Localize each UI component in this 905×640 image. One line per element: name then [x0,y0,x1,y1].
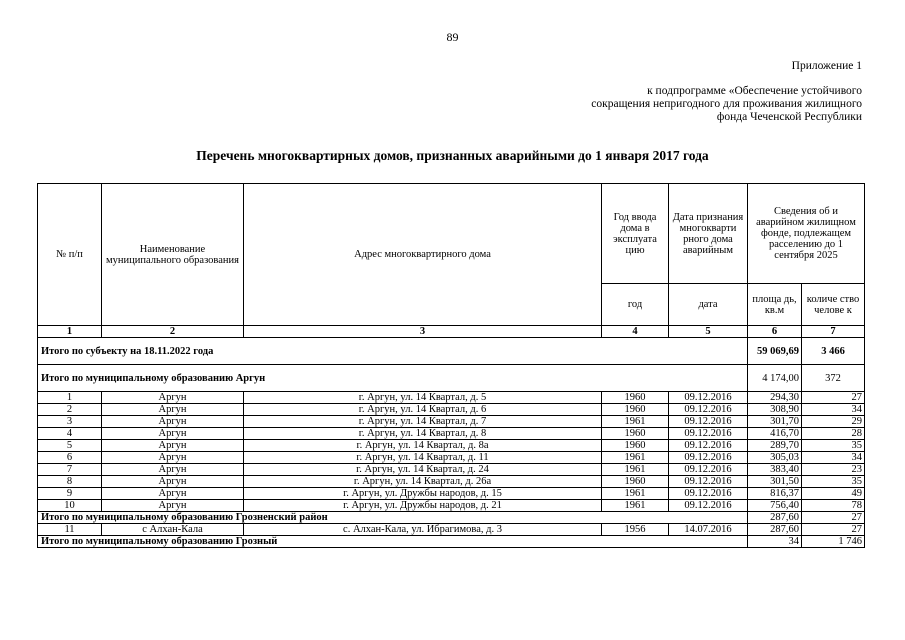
row-number: 8 [38,476,102,488]
row-address: г. Аргун, ул. 14 Квартал, д. 7 [244,416,602,428]
row-address: г. Аргун, ул. Дружбы народов, д. 21 [244,500,602,512]
header-date-recognition: Дата признания многокварти рного дома аварийным [669,184,748,284]
row-year: 1961 [602,416,669,428]
row-number: 4 [38,428,102,440]
row-municipality: Аргун [102,440,244,452]
row-municipality: с Алхан-Кала [102,524,244,536]
column-number: 1 [38,326,102,338]
total-subject-label: Итого по субъекту на 18.11.2022 года [38,338,748,365]
row-area: 301,50 [748,476,802,488]
header-row [38,184,865,284]
header-info: Сведения об и аварийном жилищном фонде, подлежащем расселению до 1 сентября 2025 [748,184,865,284]
row-date: 09.12.2016 [669,416,748,428]
row-date: 09.12.2016 [669,392,748,404]
row-people: 34 [802,404,865,416]
table-row [38,404,865,416]
row-number: 3 [38,416,102,428]
column-numbers-row [38,326,865,338]
row-address: г. Аргун, ул. 14 Квартал, д. 5 [244,392,602,404]
header-address: Адрес многоквартирного дома [244,184,602,326]
column-number: 3 [244,326,602,338]
row-municipality: Аргун [102,452,244,464]
row-date: 09.12.2016 [669,500,748,512]
row-area: 756,40 [748,500,802,512]
row-year: 1960 [602,440,669,452]
row-people: 34 [802,452,865,464]
row-area: 305,03 [748,452,802,464]
group-grozny-label: Итого по муниципальному образованию Грозный [38,536,748,548]
row-number: 6 [38,452,102,464]
row-area: 287,60 [748,524,802,536]
annex-block [591,60,862,124]
header-people-unit: количе ство челове к [802,284,865,326]
row-year: 1961 [602,500,669,512]
annex-title: Приложение 1 [791,60,862,72]
row-people: 49 [802,488,865,500]
table-row [38,464,865,476]
total-subject-area: 59 069,69 [748,338,802,365]
table-row [38,452,865,464]
group-grozny-people: 1 746 [802,536,865,548]
row-year: 1956 [602,524,669,536]
row-municipality: Аргун [102,392,244,404]
group-grozny-district-label: Итого по муниципальному образованию Грозненский район [38,512,748,524]
row-date: 09.12.2016 [669,440,748,452]
row-address: г. Аргун, ул. 14 Квартал, д. 11 [244,452,602,464]
row-people: 27 [802,392,865,404]
table-row [38,524,865,536]
row-people: 78 [802,500,865,512]
row-municipality: Аргун [102,404,244,416]
table-row [38,416,865,428]
row-area: 416,70 [748,428,802,440]
row-date: 09.12.2016 [669,404,748,416]
column-number: 6 [748,326,802,338]
table-row [38,476,865,488]
housing-table [37,183,865,548]
row-area: 308,90 [748,404,802,416]
group-argun-people: 372 [802,365,865,392]
group-argun-row [38,365,865,392]
row-people: 35 [802,476,865,488]
row-address: г. Аргун, ул. 14 Квартал, д. 8 [244,428,602,440]
total-subject-row [38,338,865,365]
annex-line: сокращения непригодного для проживания жилищного [591,98,862,110]
row-year: 1960 [602,404,669,416]
group-grozny-district-area: 287,60 [748,512,802,524]
row-people: 29 [802,416,865,428]
row-municipality: Аргун [102,476,244,488]
table-row [38,440,865,452]
header-area-unit: площа дь, кв.м [748,284,802,326]
row-date: 09.12.2016 [669,464,748,476]
row-number: 2 [38,404,102,416]
group-grozny-district-people: 27 [802,512,865,524]
group-argun-area: 4 174,00 [748,365,802,392]
row-number: 1 [38,392,102,404]
column-number: 4 [602,326,669,338]
header-num: № п/п [38,184,102,326]
row-address: г. Аргун, ул. 14 Квартал, д. 8а [244,440,602,452]
row-number: 5 [38,440,102,452]
group-argun-label: Итого по муниципальному образованию Аргун [38,365,748,392]
row-people: 28 [802,428,865,440]
row-area: 289,70 [748,440,802,452]
table-row [38,488,865,500]
row-number: 7 [38,464,102,476]
group-grozny-row [38,536,865,548]
row-people: 27 [802,524,865,536]
column-number: 2 [102,326,244,338]
row-municipality: Аргун [102,464,244,476]
row-people: 23 [802,464,865,476]
header-year: Год ввода дома в эксплуата цию [602,184,669,284]
row-address: г. Аргун, ул. 14 Квартал, д. 24 [244,464,602,476]
row-address: г. Аргун, ул. Дружбы народов, д. 15 [244,488,602,500]
row-number: 11 [38,524,102,536]
row-date: 09.12.2016 [669,428,748,440]
row-year: 1960 [602,428,669,440]
row-area: 301,70 [748,416,802,428]
row-year: 1961 [602,488,669,500]
row-address: г. Аргун, ул. 14 Квартал, д. 6 [244,404,602,416]
column-number: 5 [669,326,748,338]
row-address: г. Аргун, ул. 14 Квартал, д. 26а [244,476,602,488]
table-row [38,428,865,440]
row-area: 816,37 [748,488,802,500]
row-people: 35 [802,440,865,452]
header-municipality: Наименование муниципального образования [102,184,244,326]
header-date-unit: дата [669,284,748,326]
row-municipality: Аргун [102,488,244,500]
group-grozny-area: 34 [748,536,802,548]
total-subject-people: 3 466 [802,338,865,365]
row-date: 09.12.2016 [669,476,748,488]
annex-line: фонда Чеченской Республики [716,111,862,123]
row-date: 09.12.2016 [669,488,748,500]
row-area: 383,40 [748,464,802,476]
column-number: 7 [802,326,865,338]
row-area: 294,30 [748,392,802,404]
row-year: 1961 [602,452,669,464]
annex-line: к подпрограмме «Обеспечение устойчивого [647,85,862,97]
row-year: 1961 [602,464,669,476]
table-row [38,392,865,404]
row-municipality: Аргун [102,416,244,428]
group-grozny-district-row [38,512,865,524]
row-date: 14.07.2016 [669,524,748,536]
page-number: 89 [446,30,459,44]
row-date: 09.12.2016 [669,452,748,464]
document-title: Перечень многоквартирных домов, признанных аварийными до 1 января 2017 года [196,148,709,163]
row-number: 10 [38,500,102,512]
table-row [38,500,865,512]
row-municipality: Аргун [102,500,244,512]
row-address: с. Алхан-Кала, ул. Ибрагимова, д. 3 [244,524,602,536]
row-year: 1960 [602,392,669,404]
row-municipality: Аргун [102,428,244,440]
row-year: 1960 [602,476,669,488]
row-number: 9 [38,488,102,500]
header-year-unit: год [602,284,669,326]
